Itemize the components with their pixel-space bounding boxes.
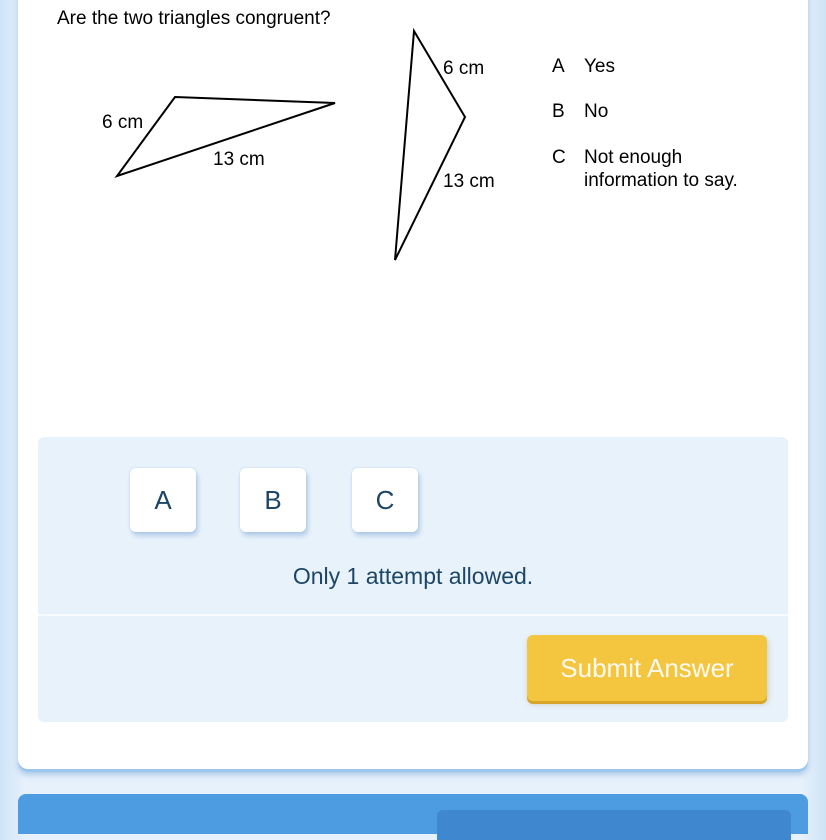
triangle-2 (395, 31, 495, 260)
choice-button-a[interactable]: A (130, 468, 196, 532)
submit-answer-button[interactable]: Submit Answer (527, 635, 767, 701)
option-c-text-line2: information to say. (584, 170, 738, 191)
triangles-figure (0, 0, 826, 300)
triangle-1-side-a-label: 6 cm (102, 112, 144, 133)
option-b-letter: B (552, 101, 565, 122)
question-text: Are the two triangles congruent? (57, 8, 331, 29)
choice-button-c[interactable]: C (352, 468, 418, 532)
triangle-2-side-a-label: 6 cm (443, 58, 485, 79)
footer-tab[interactable] (437, 810, 791, 840)
attempts-notice: Only 1 attempt allowed. (292, 563, 534, 589)
option-a-text: Yes (584, 56, 615, 77)
triangle-1-side-b-label: 13 cm (213, 149, 265, 170)
choice-button-b[interactable]: B (240, 468, 306, 532)
triangle-2-side-b-label: 13 cm (443, 171, 495, 192)
triangle-1 (102, 97, 335, 176)
option-b-text: No (584, 101, 609, 122)
panel-divider (38, 614, 788, 616)
option-c-letter: C (552, 147, 566, 168)
option-c-text-line1: Not enough (584, 147, 683, 168)
option-a-letter: A (552, 56, 565, 77)
